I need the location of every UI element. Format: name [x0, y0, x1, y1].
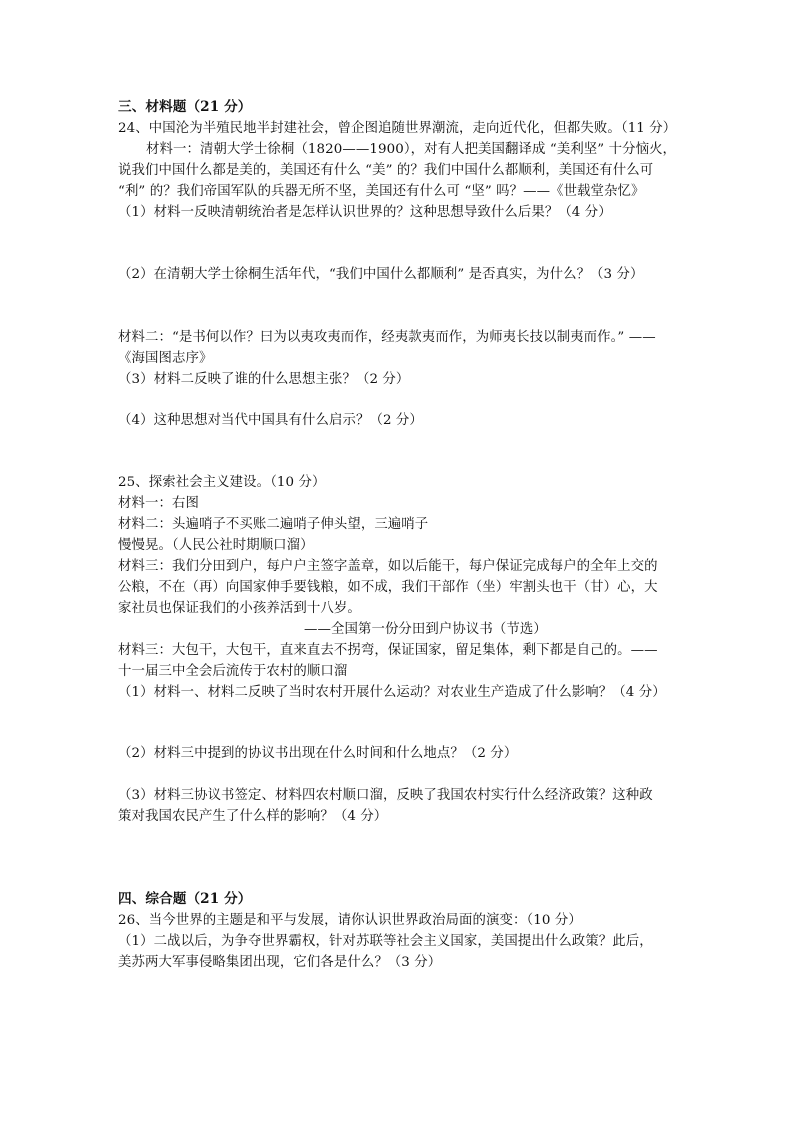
q25-material3-source: ——全国第一份分田到户协议书（节选）: [304, 622, 547, 637]
q25-title: 25、探索社会主义建设。（10 分）: [118, 475, 326, 490]
q24-material2-line1: 材料二：“是书何以作？曰为以夷攻夷而作，经夷款夷而作，为师夷长技以制夷而作。” ——: [118, 330, 656, 345]
q25-material4-line2: 十一届三中全会后流传于农村的顺口溜: [118, 664, 348, 679]
q26-title: 26、当今世界的主题是和平与发展，请你认识世界政治局面的演变：（10 分）: [118, 913, 582, 928]
q24-sub3: （3）材料二反映了谁的什么思想主张？（2 分）: [118, 372, 410, 387]
q25-material2-line2: 慢慢晃。（人民公社时期顺口溜）: [118, 538, 314, 553]
q25-sub2: （2）材料三中提到的协议书出现在什么时间和什么地点？（2 分）: [118, 746, 518, 761]
q26-sub1-line2: 美苏两大军事侵略集团出现，它们各是什么？（3 分）: [118, 955, 442, 970]
q25-material3-line3: 家社员也保证我们的小孩养活到十八岁。: [118, 601, 361, 616]
q25-sub3-line1: （3）材料三协议书签定、材料四农村顺口溜，反映了我国农村实行什么经济政策？这种政: [118, 788, 653, 803]
q25-sub1: （1）材料一、材料二反映了当时农村开展什么运动？对农业生产造成了什么影响？（4 分）: [118, 685, 666, 700]
q25-material3-line2: 公粮，不在（再）向国家伸手要钱粮，如不成，我们干部作（坐）牢割头也干（甘）心，大: [118, 580, 658, 595]
q24-material1-line3: “利” 的？我们帝国军队的兵器无所不坚，美国还有什么可 “坚” 吗？——《世载堂杂忆》: [118, 184, 645, 199]
q24-sub4: （4）这种思想对当代中国具有什么启示？（2 分）: [118, 413, 423, 428]
q24-material1-line1: 材料一：清朝大学士徐桐（1820——1900），对有人把美国翻译成 “美利坚” 十分恼火，: [146, 142, 677, 157]
section3-heading: 三、材料题（21 分）: [118, 99, 252, 115]
q24-sub2: （2）在清朝大学士徐桐生活年代，“我们中国什么都顺利” 是否真实，为什么？（3 分）: [118, 267, 644, 282]
q25-sub3-line2: 策对我国农民产生了什么样的影响？（4 分）: [118, 809, 388, 824]
q25-material2-line1: 材料二：头遍哨子不买账二遍哨子伸头望，三遍哨子: [118, 517, 429, 532]
q24-title: 24、中国沦为半殖民地半封建社会，曾企图追随世界潮流，走向近代化，但都失败。（11 分）: [118, 121, 677, 136]
q25-material4-line1: 材料三：大包干，大包干，直来直去不拐弯，保证国家，留足集体，剩下都是自己的。——: [118, 643, 658, 658]
section4-heading: 四、综合题（21 分）: [118, 891, 252, 907]
q25-material1: 材料一：右图: [118, 496, 199, 511]
q24-material1-line2: 说我们中国什么都是美的，美国还有什么 “美” 的？我们中国什么都顺利，美国还有什么可: [118, 163, 654, 178]
q24-material2-line2: 《海国图志序》: [118, 351, 213, 366]
q26-sub1-line1: （1）二战以后，为争夺世界霸权，针对苏联等社会主义国家，美国提出什么政策？此后，: [118, 934, 653, 949]
q25-material3-line1: 材料三：我们分田到户，每户户主签字盖章，如以后能干，每户保证完成每户的全年上交的: [118, 559, 658, 574]
q24-sub1: （1）材料一反映清朝统治者是怎样认识世界的？这种思想导致什么后果？（4 分）: [118, 205, 612, 220]
